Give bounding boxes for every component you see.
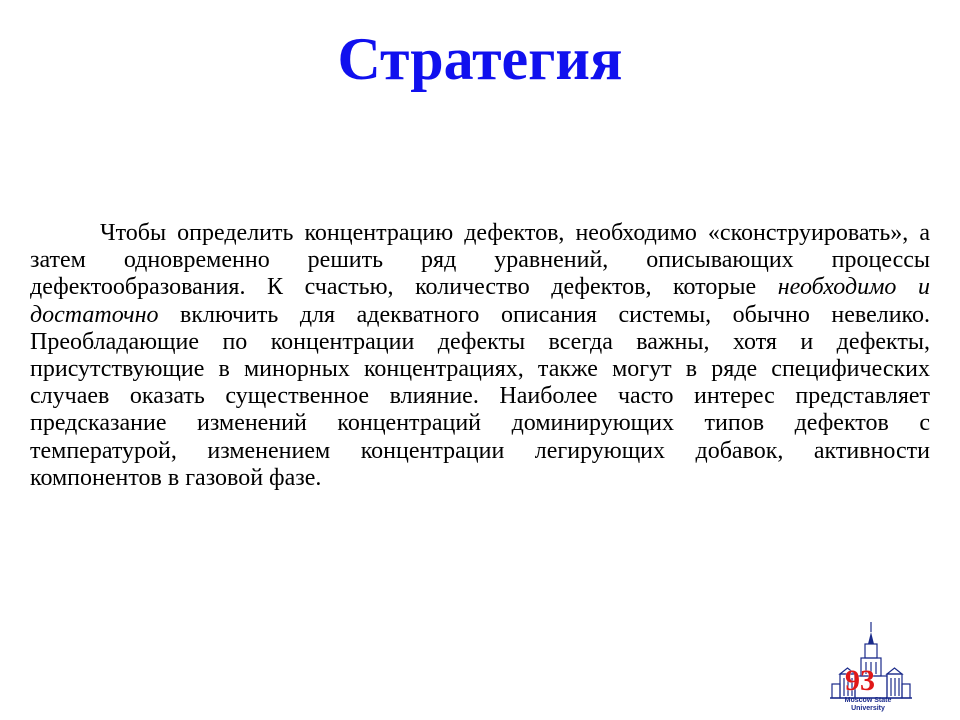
slide-title: Стратегия: [337, 26, 623, 92]
body-paragraph: [30, 220, 930, 492]
logo-caption: [834, 697, 902, 713]
logo-caption-line2: University: [851, 705, 885, 712]
page-number: 93: [845, 664, 875, 697]
body-text-end: включить для адекватного описания системы, обычно невелико. Преобладающие по концентрации дефекты всегда важны, хотя и дефекты, присутствующие в минорных концентрациях, также могут в ряде специфических случаев оказать существенное влияние. Наиболее часто интерес представляет предсказание изменений концентраций доминирующих типов дефектов с температурой, изменением концентрации легирующих добавок, активности компонентов в газовой фазе.: [30, 301, 930, 491]
logo-caption-line1: Moscow State: [844, 697, 892, 704]
body-text-italic: необходимо и достаточно: [30, 274, 930, 328]
body-text-start: Чтобы определить концентрацию дефектов, необходимо «сконструировать», а затем одновременно решить ряд уравнений, описывающих процессы дефектообразования. К счастью, количество дефектов, которые: [30, 220, 930, 301]
